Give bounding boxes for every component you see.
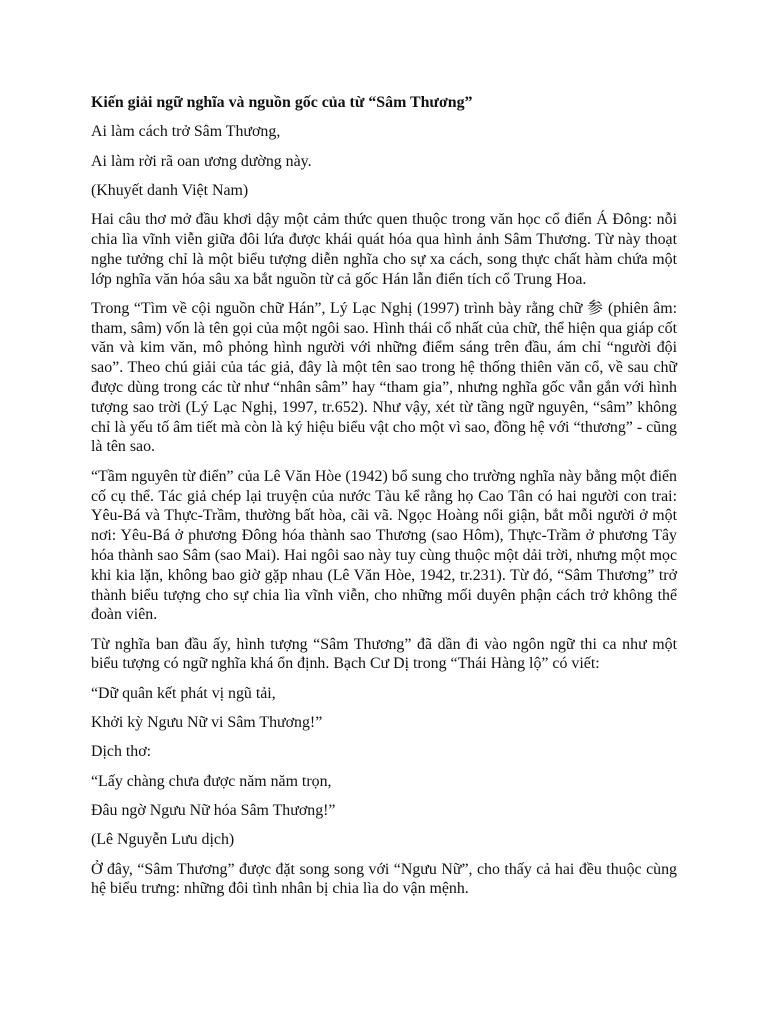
body-paragraph: Trong “Tìm về cội nguồn chữ Hán”, Lý Lạc Nghị (1997) trình bày rằng chữ 参 (phiên âm: tham, sâm) vốn là tên gọi của một ngôi sao. Hình thái cổ nhất của chữ, thể hiện qua giáp cốt văn và kim văn, mô phỏng hình người với những điểm sáng trên đầu, ám chỉ “người đội sao”. Theo chú giải của tác giả, đây là một tên sao trong hệ thống thiên văn cổ, về sau chữ được dùng trong các từ như “nhân sâm” hay “tham gia”, nhưng nghĩa gốc vẫn gắn với hình tượng sao trời (Lý Lạc Nghị, 1997, tr.652). Như vậy, xét từ tầng ngữ nguyên, “sâm” không chỉ là yếu tố âm tiết mà còn là ký hiệu biểu vật cho một vì sao, đồng hệ với “thương” - cũng là tên sao.	[91, 299, 677, 456]
quote-line: “Dữ quân kết phát vị ngũ tải,	[91, 684, 276, 702]
translator-credit: (Lê Nguyễn Lưu dịch)	[91, 831, 235, 849]
quote-line: Đâu ngờ Ngưu Nữ hóa Sâm Thương!”	[91, 801, 336, 819]
body-paragraph: “Tầm nguyên từ điển” của Lê Văn Hòe (1942) bổ sung cho trường nghĩa này bằng một điển cố cụ thể. Tác giả chép lại truyện của nước Tàu kể rằng họ Cao Tân có hai người con trai: Yêu-Bá và Thực-Trầm, thường bất hòa, cãi vã. Ngọc Hoàng nổi giận, bắt mỗi người ở một nơi: Yêu-Bá ở phương Đông hóa thành sao Thương (sao Hôm), Thực-Trầm ở phương Tây hóa thành sao Sâm (sao Mai). Hai ngôi sao này tuy cùng thuộc một dải trời, nhưng một mọc khi kia lặn, không bao giờ gặp nhau (Lê Văn Hòe, 1942, tr.231). Từ đó, “Sâm Thương” trở thành biểu tượng cho sự chia lìa vĩnh viễn, cho những mối duyên phận cách trở không thể đoàn viên.	[91, 467, 677, 624]
body-paragraph: Hai câu thơ mở đầu khơi dậy một cảm thức quen thuộc trong văn học cổ điển Á Đông: nỗi chia lìa vĩnh viễn giữa đôi lứa được khái quát hóa qua hình ảnh Sâm Thương. Từ này thoạt nghe tưởng chỉ là một biểu tượng diễn nghĩa cho sự xa cách, song thực chất hàm chứa một lớp nghĩa văn hóa sâu xa bắt nguồn từ cả gốc Hán lẫn điển tích cổ Trung Hoa.	[91, 211, 677, 288]
body-paragraph: Từ nghĩa ban đầu ấy, hình tượng “Sâm Thương” đã dần đi vào ngôn ngữ thi ca như một biểu tượng có ngữ nghĩa khá ổn định. Bạch Cư Dị trong “Thái Hàng lộ” có viết:	[91, 635, 677, 673]
poem-line: Ai làm cách trở Sâm Thương,	[91, 123, 281, 141]
quote-line: “Lấy chàng chưa được năm năm trọn,	[91, 772, 332, 790]
document-title: Kiến giải ngữ nghĩa và nguồn gốc của từ “Sâm Thương”	[91, 94, 473, 111]
poem-line: Ai làm rời rã oan ương dường này.	[91, 152, 312, 170]
translation-label: Dịch thơ:	[91, 743, 152, 761]
poem-attribution: (Khuyết danh Việt Nam)	[91, 181, 249, 199]
quote-line: Khởi kỳ Ngưu Nữ vi Sâm Thương!”	[91, 714, 323, 732]
closing-paragraph: Ở đây, “Sâm Thương” được đặt song song với “Ngưu Nữ”, cho thấy cả hai đều thuộc cùng hệ biểu trưng: những đôi tình nhân bị chia lìa do vận mệnh.	[91, 860, 677, 898]
document-page	[91, 93, 677, 909]
